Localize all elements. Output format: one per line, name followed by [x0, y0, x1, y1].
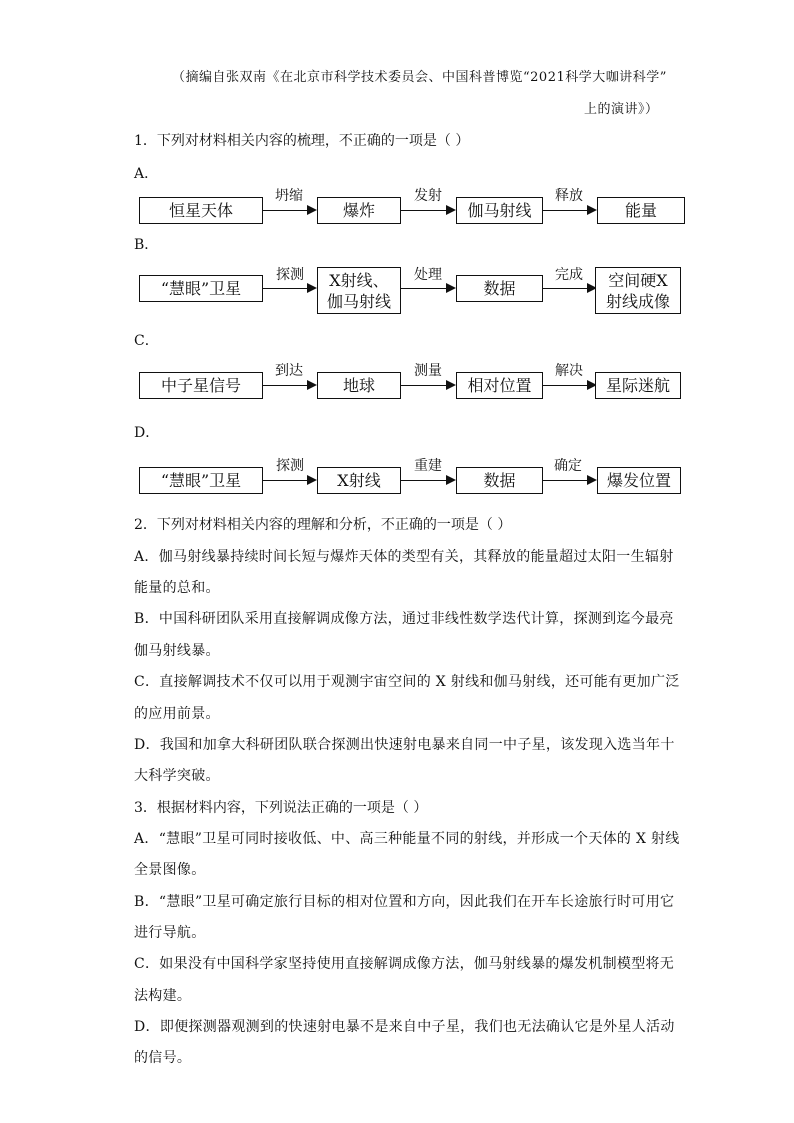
- q1-option-a-letter: A．: [134, 166, 159, 182]
- flow-arrow-label: 探测: [276, 458, 304, 474]
- q3-option-c-line2: 法构建。: [134, 988, 192, 1004]
- flow-arrow-label: 坍缩: [275, 188, 303, 204]
- q2-option-d-line2: 大科学突破。: [134, 768, 220, 784]
- q1-option-b-letter: B．: [134, 237, 159, 253]
- flow-arrow-label: 释放: [555, 188, 583, 204]
- q3-option-b-line2: 进行导航。: [134, 925, 206, 941]
- q3-option-b-line1: B．“慧眼”卫星可确定旅行目标的相对位置和方向，因此我们在开车长途旅行时可用它: [134, 894, 675, 910]
- flow-box: 中子星信号: [139, 372, 263, 399]
- flow-arrow: [401, 288, 454, 289]
- flow-arrow-label: 到达: [275, 363, 303, 379]
- q1-option-d-letter: D．: [134, 425, 160, 441]
- flow-box: “慧眼”卫星: [139, 467, 263, 494]
- flow-box: X射线: [317, 467, 401, 494]
- q3-option-a-line1: A．“慧眼”卫星可同时接收低、中、高三种能量不同的射线，并形成一个天体的 X 射线: [134, 831, 680, 847]
- flow-box: 空间硬X 射线成像: [595, 267, 681, 314]
- question-1-stem: 1．下列对材料相关内容的梳理，不正确的一项是（ ）: [134, 133, 470, 149]
- question-2-stem: 2．下列对材料相关内容的理解和分析，不正确的一项是（ ）: [134, 517, 512, 533]
- q3-option-d-line2: 的信号。: [134, 1050, 192, 1066]
- flow-arrow: [263, 210, 315, 211]
- flow-box: 爆发位置: [597, 467, 681, 494]
- q2-option-b-line1: B．中国科研团队采用直接解调成像方法，通过非线性数学迭代计算，探测到迄今最亮: [134, 611, 674, 627]
- flow-arrow: [263, 480, 315, 481]
- flow-box: 伽马射线: [456, 197, 543, 224]
- flow-arrow: [543, 480, 595, 481]
- question-3-stem: 3．根据材料内容，下列说法正确的一项是（ ）: [134, 800, 428, 816]
- flow-box: 地球: [317, 372, 401, 399]
- q2-option-c-line2: 的应用前景。: [134, 706, 220, 722]
- flow-arrow-label: 探测: [276, 267, 304, 283]
- flow-arrow: [263, 385, 315, 386]
- flow-arrow: [401, 210, 454, 211]
- q2-option-b-line2: 伽马射线暴。: [134, 643, 220, 659]
- q2-option-c-line1: C．直接解调技术不仅可以用于观测宇宙空间的 X 射线和伽马射线，还可能有更加广泛: [134, 674, 680, 690]
- flow-box: 星际迷航: [595, 372, 681, 399]
- flow-arrow-label: 重建: [414, 458, 442, 474]
- flow-box: 数据: [456, 275, 543, 302]
- flow-arrow: [543, 385, 595, 386]
- flow-box: X射线、 伽马射线: [317, 267, 401, 314]
- flow-box: 恒星天体: [139, 197, 263, 224]
- flow-arrow-label: 完成: [555, 267, 583, 283]
- flow-arrow-label: 解决: [555, 363, 583, 379]
- source-citation-line1: （摘编自张双南《在北京市科学技术委员会、中国科普博览“2021科学大咖讲科学”: [172, 70, 667, 85]
- q3-option-c-line1: C．如果没有中国科学家坚持使用直接解调成像方法，伽马射线暴的爆发机制模型将无: [134, 956, 675, 972]
- flow-box: 爆炸: [317, 197, 401, 224]
- flow-arrow-label: 发射: [414, 188, 442, 204]
- q3-option-d-line1: D．即便探测器观测到的快速射电暴不是来自中子星，我们也无法确认它是外星人活动: [134, 1019, 675, 1035]
- flow-box: 能量: [597, 197, 685, 224]
- flow-arrow-label: 处理: [414, 267, 442, 283]
- flow-box: 数据: [456, 467, 543, 494]
- q3-option-a-line2: 全景图像。: [134, 862, 206, 878]
- source-citation-line2: 上的演讲》）: [584, 102, 659, 117]
- flow-arrow: [543, 210, 595, 211]
- q2-option-a-line1: A．伽马射线暴持续时间长短与爆炸天体的类型有关，其释放的能量超过太阳一生辐射: [134, 549, 674, 565]
- q1-option-c-letter: C．: [134, 333, 159, 349]
- flow-arrow: [263, 288, 315, 289]
- flow-arrow-label: 测量: [414, 363, 442, 379]
- flow-arrow: [543, 288, 595, 289]
- q2-option-a-line2: 能量的总和。: [134, 580, 220, 596]
- flow-arrow: [401, 385, 454, 386]
- q2-option-d-line1: D．我国和加拿大科研团队联合探测出快速射电暴来自同一中子星，该发现入选当年十: [134, 737, 675, 753]
- flow-arrow-label: 确定: [554, 458, 582, 474]
- flow-box: 相对位置: [456, 372, 543, 399]
- flow-arrow: [401, 480, 454, 481]
- flow-box: “慧眼”卫星: [139, 275, 263, 302]
